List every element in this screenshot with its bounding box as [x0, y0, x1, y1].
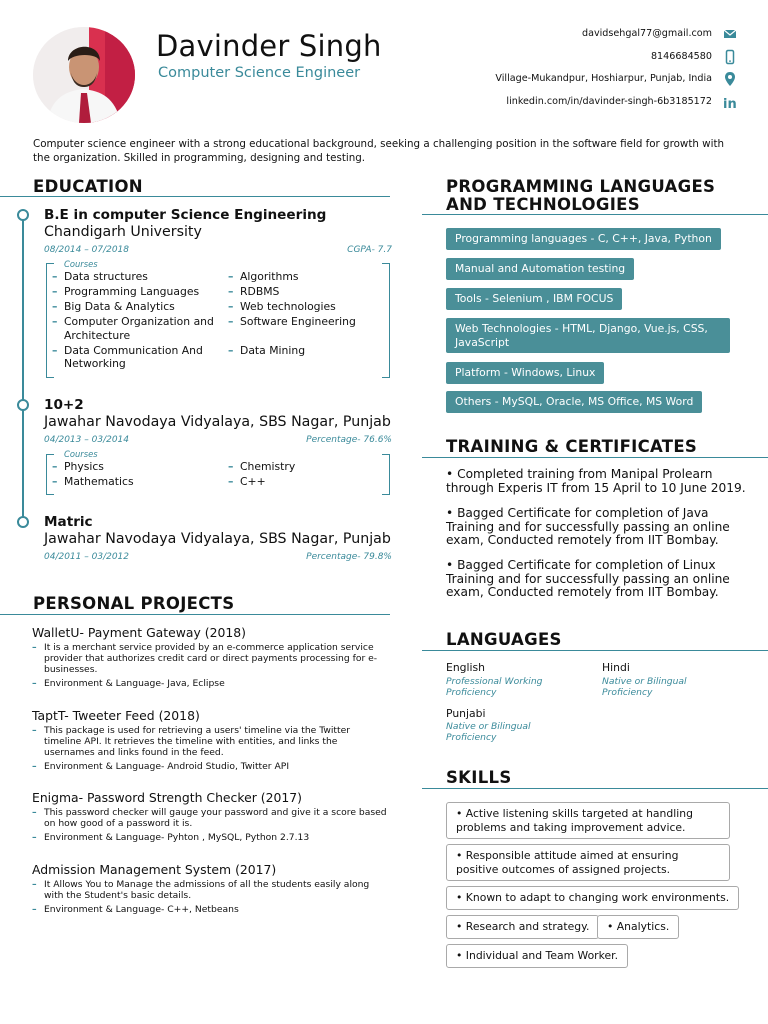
- training-heading: TRAINING & CERTIFICATES: [446, 437, 698, 456]
- courses-label: Courses: [64, 259, 98, 269]
- skill-box: • Research and strategy.: [446, 915, 599, 939]
- language-level: Native or Bilingual Proficiency: [602, 676, 687, 698]
- course-item: – Data Communication And Networking: [52, 343, 203, 370]
- skill-tag: Tools - Selenium , IBM FOCUS: [446, 288, 622, 310]
- contact-phone[interactable]: 8146684580: [650, 51, 712, 62]
- course-item: – Data Mining: [228, 343, 306, 357]
- timeline-dot: [17, 516, 29, 528]
- skill-tag: Manual and Automation testing: [446, 258, 634, 280]
- profile-photo: [33, 27, 135, 123]
- section-divider: [422, 214, 768, 215]
- education-score: CGPA- 7.7: [347, 245, 392, 255]
- language-level: Professional Working Proficiency: [446, 676, 543, 698]
- timeline-dot: [17, 209, 29, 221]
- email-icon: [722, 26, 738, 42]
- course-item: – Software Engineering: [228, 315, 356, 328]
- skill-tag: Web Technologies - HTML, Django, Vue.js, CSS, JavaScript: [446, 318, 730, 353]
- skill-box: • Known to adapt to changing work environments.: [446, 886, 739, 910]
- language-name: Hindi: [602, 661, 630, 674]
- education-score: Percentage- 76.6%: [306, 435, 392, 445]
- language-name: English: [446, 661, 485, 674]
- certificate-item: • Bagged Certificate for completion of Java Training and for successfully passing an online exam, Conducted remotely from IIT Bombay.: [446, 506, 730, 547]
- education-heading: EDUCATION: [33, 177, 143, 196]
- course-item: – Web technologies: [228, 300, 336, 313]
- courses-bracket-right: [382, 263, 390, 378]
- course-item: – RDBMS: [228, 285, 280, 298]
- language-name: Punjabi: [446, 707, 486, 720]
- course-list-left: [52, 460, 222, 489]
- course-item: – Chemistry: [228, 460, 296, 473]
- skill-box: • Individual and Team Worker.: [446, 944, 628, 968]
- timeline-line: [22, 215, 24, 523]
- languages-heading: LANGUAGES: [446, 630, 562, 649]
- project-environment: – Environment & Language- Android Studio, Twitter API: [32, 761, 290, 772]
- school-name: Chandigarh University: [44, 224, 202, 240]
- tech-heading-line2: AND TECHNOLOGIES: [446, 195, 640, 214]
- degree-title: Matric: [44, 514, 93, 530]
- course-list-left: [52, 270, 222, 371]
- education-score: Percentage- 79.8%: [306, 552, 392, 562]
- skill-tag: Platform - Windows, Linux: [446, 362, 604, 384]
- section-divider: [422, 788, 768, 789]
- course-list-right: [228, 270, 378, 357]
- timeline-dot: [17, 399, 29, 411]
- courses-bracket-right: [382, 454, 390, 495]
- section-divider: [422, 457, 768, 458]
- project-description: – This password checker will gauge your password and give it a score based on how good of a password it is.: [32, 807, 387, 829]
- courses-label: Courses: [64, 449, 98, 459]
- project-environment: – Environment & Language- C++, Netbeans: [32, 904, 239, 915]
- course-item: – Mathematics: [52, 475, 134, 488]
- skill-tag: Programming languages - C, C++, Java, Python: [446, 228, 721, 250]
- phone-icon: [722, 49, 738, 65]
- degree-title: 10+2: [44, 397, 84, 413]
- skill-box: • Responsible attitude aimed at ensuring positive outcomes of assigned projects.: [446, 844, 730, 881]
- candidate-title: Computer Science Engineer: [158, 65, 361, 81]
- location-pin-icon: [722, 71, 738, 87]
- contact-address: Village-Mukandpur, Hoshiarpur, Punjab, India: [495, 73, 712, 84]
- tech-heading-line1: PROGRAMMING LANGUAGES: [446, 177, 716, 196]
- project-title: Admission Management System (2017): [32, 862, 277, 877]
- project-title: WalletU- Payment Gateway (2018): [32, 625, 246, 640]
- contact-linkedin[interactable]: linkedin.com/in/davinder-singh-6b3185172: [506, 96, 712, 107]
- skill-tag: Others - MySQL, Oracle, MS Office, MS Word: [446, 391, 702, 413]
- course-item: – Physics: [52, 460, 104, 473]
- profile-summary: Computer science engineer with a strong educational background, seeking a challenging position in the software field for growth with the organization. Skilled in programming, designing and testing.: [33, 138, 725, 164]
- section-divider: [0, 614, 390, 615]
- course-list-right: [228, 460, 378, 489]
- svg-text:in: in: [723, 97, 737, 110]
- course-item: – Computer Organization and Architecture: [52, 315, 214, 342]
- education-dates: 04/2011 – 03/2012: [44, 552, 129, 562]
- skills-heading: SKILLS: [446, 768, 512, 787]
- section-divider: [0, 196, 390, 197]
- skill-box: • Active listening skills targeted at handling problems and taking improvement advice.: [446, 802, 730, 839]
- course-item: – Big Data & Analytics: [52, 300, 175, 313]
- certificate-item: • Completed training from Manipal Prolearn through Experis IT from 15 April to 10 June 2019.: [446, 467, 746, 495]
- course-item: – Programming Languages: [52, 285, 200, 298]
- language-level: Native or Bilingual Proficiency: [446, 721, 531, 743]
- education-dates: 08/2014 – 07/2018: [44, 245, 129, 255]
- section-divider: [422, 650, 768, 651]
- contact-email[interactable]: davidsehgal77@gmail.com: [581, 28, 712, 39]
- education-dates: 04/2013 – 03/2014: [44, 435, 129, 445]
- course-item: – Algorithms: [228, 270, 299, 283]
- candidate-name: Davinder Singh: [156, 29, 382, 63]
- project-environment: – Environment & Language- Pyhton , MySQL, Python 2.7.13: [32, 832, 310, 843]
- project-title: Enigma- Password Strength Checker (2017): [32, 790, 302, 805]
- skill-box: • Analytics.: [597, 915, 679, 939]
- school-name: Jawahar Navodaya Vidyalaya, SBS Nagar, Punjab: [44, 531, 391, 547]
- course-item: – Data structures: [52, 270, 148, 283]
- project-description: – It Allows You to Manage the admissions of all the students easily along with the Student's basic details.: [32, 879, 370, 901]
- linkedin-icon: [722, 94, 738, 110]
- project-environment: – Environment & Language- Java, Eclipse: [32, 678, 225, 689]
- project-description: – This package is used for retrieving a users' timeline via the Twitter timeline API. It retrieves the timeline with entities, and links the usernames and links found in the feed.: [32, 725, 351, 758]
- certificate-item: • Bagged Certificate for completion of Linux Training and for successfully passing an online exam, Conducted remotely from IIT Bombay.: [446, 558, 730, 599]
- course-item: – C++: [228, 475, 266, 488]
- projects-heading: PERSONAL PROJECTS: [33, 594, 235, 613]
- project-description: – It is a merchant service provided by an e-commerce application service provider that authorizes credit card or direct payments processing for e-businesses.: [32, 642, 378, 675]
- school-name: Jawahar Navodaya Vidyalaya, SBS Nagar, Punjab: [44, 414, 391, 430]
- degree-title: B.E in computer Science Engineering: [44, 207, 327, 223]
- project-title: TaptT- Tweeter Feed (2018): [32, 708, 200, 723]
